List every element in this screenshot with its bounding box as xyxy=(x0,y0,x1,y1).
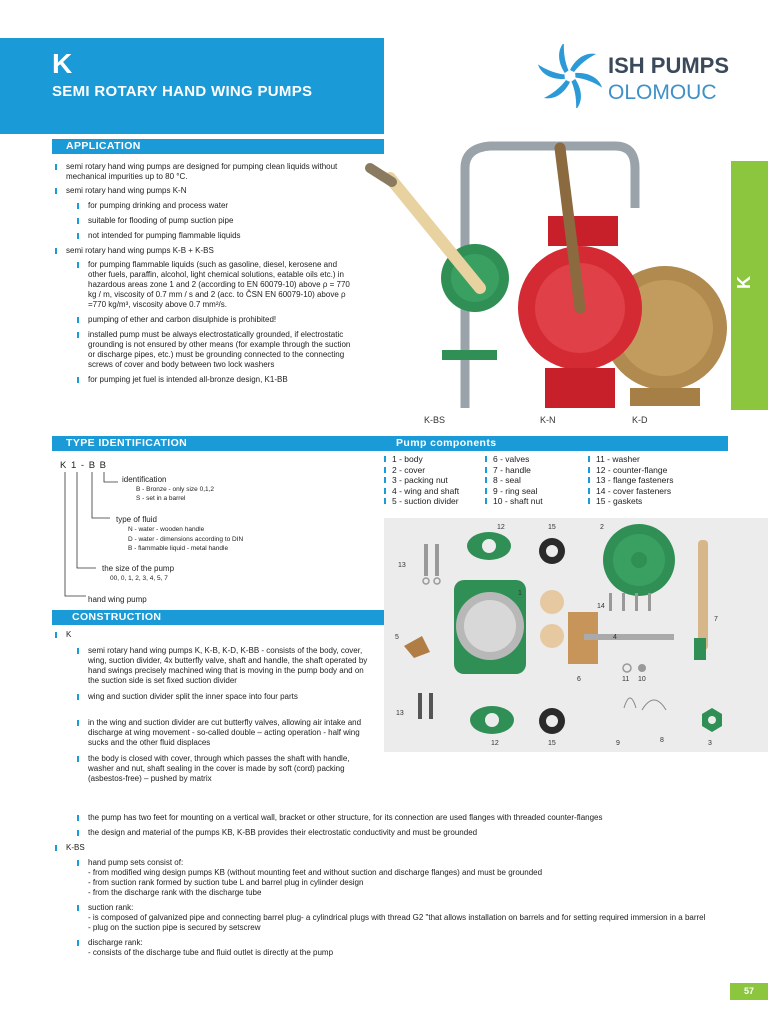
part-number: 9 xyxy=(616,740,620,747)
ish-pumps-logo-icon xyxy=(538,44,602,108)
construction-subitem: the design and material of the pumps KB, K-BB provides their electrostatic conductivity and must be grounded xyxy=(52,828,712,838)
component-item: 9 - ring seal xyxy=(485,486,585,497)
type-size-label: the size of the pump xyxy=(102,564,175,573)
application-subitem: not intended for pumping flammable liquids xyxy=(52,231,352,241)
part-number: 5 xyxy=(395,634,399,641)
part-number: 12 xyxy=(497,524,505,531)
type-code: K 1 - B B xyxy=(60,460,108,471)
construction-subitem: suction rank: - is composed of galvanized pipe and connecting barrel plug- a cylindrical plugs with thread G2 "that allows installation on barrels and for setting required immersion in a barrel - plug on the suction pipe is secured by setscrew xyxy=(52,903,712,933)
component-item: 8 - seal xyxy=(485,475,585,486)
type-size-values: 00, 0, 1, 2, 3, 4, 5, 7 xyxy=(110,575,168,582)
part-number: 13 xyxy=(398,562,406,569)
part-number: 15 xyxy=(548,740,556,747)
component-item: 4 - wing and shaft xyxy=(384,486,489,497)
part-number: 8 xyxy=(660,737,664,744)
component-item: 5 - suction divider xyxy=(384,496,489,507)
photo-label-kn: K-N xyxy=(540,415,556,425)
construction-section xyxy=(52,630,372,784)
application-heading: APPLICATION xyxy=(52,139,384,154)
type-fluid-b: B - flammable liquid - metal handle xyxy=(128,545,229,552)
application-subitem: for pumping flammable liquids (such as gasoline, diesel, kerosene and other fuels, paraffin, alcohol, light chemical solutions, eatable oils etc.) in hazardous areas zone 1 and 2 (according to EN 60079-10) above ρ = 770 kg / m, viscosity of 0.7 mm / s and 2 (acc. to ČSN EN 60079-10) above ρ =770 kg/m³, viscosity above 0.7 mm²/s. xyxy=(52,260,352,310)
application-subitem: pumping of ether and carbon disulphide is prohibited! xyxy=(52,315,352,325)
part-number: 12 xyxy=(491,740,499,747)
construction-subitem: discharge rank: - consists of the discharge tube and fluid outlet is directly at the pump xyxy=(52,938,712,958)
component-item: 3 - packing nut xyxy=(384,475,489,486)
construction-section-wide xyxy=(52,813,712,958)
application-item: semi rotary hand wing pumps K-B + K-BS xyxy=(52,246,352,256)
part-number: 11 xyxy=(622,676,630,683)
application-subitem: installed pump must be always electrostatically grounded, if electrostatic grounding is not ensured by other means (for example through the suction or discharge pipes, etc.) must be grounding connected to the connecting screws of cover and body between two lock washers xyxy=(52,330,352,370)
photo-label-kbs: K-BS xyxy=(424,415,446,425)
part-number: 10 xyxy=(638,676,646,683)
part-number: 4 xyxy=(613,634,617,641)
component-item: 10 - shaft nut xyxy=(485,496,585,507)
logo-city: OLOMOUC xyxy=(608,81,717,104)
photo-label-kd: K-D xyxy=(632,415,648,425)
construction-subitem: the pump has two feet for mounting on a vertical wall, bracket or other structure, for its connection are used flanges with threaded counter-flanges xyxy=(52,813,712,823)
part-number: 13 xyxy=(396,710,404,717)
components-col2 xyxy=(485,454,585,507)
application-subitem: for pumping drinking and process water xyxy=(52,201,352,211)
parts-photo xyxy=(384,518,728,752)
type-ident-label: identification xyxy=(122,475,167,484)
logo-name: ISH PUMPS xyxy=(608,53,730,78)
construction-subitem: in the wing and suction divider are cut butterfly valves, allowing air intake and discharge at wing movement - so-called double – acting operation - half wing sucks and the other fluid displaces xyxy=(52,718,372,748)
construction-subitem: wing and suction divider split the inner space into four parts xyxy=(52,692,372,702)
component-item: 14 - cover fasteners xyxy=(588,486,728,497)
construction-heading: CONSTRUCTION xyxy=(52,610,384,625)
part-number: 1 xyxy=(518,590,522,597)
application-section xyxy=(52,162,352,385)
construction-subitem: semi rotary hand wing pumps K, K-B, K-D, K-BB - consists of the body, cover, wing, suction divider, 4x butterfly valve, shaft and handle, the shaft operated by hand swings precisely machined wing that is moving in the pump body and on the suction side is set fixed suction divider xyxy=(52,646,372,686)
type-hand-label: hand wing pump xyxy=(88,595,147,604)
component-item: 13 - flange fasteners xyxy=(588,475,728,486)
pump-photo xyxy=(330,138,730,413)
component-item: 11 - washer xyxy=(588,454,728,465)
type-fluid-label: type of fluid xyxy=(116,515,157,524)
part-number: 6 xyxy=(577,676,581,683)
part-number: 3 xyxy=(708,740,712,747)
part-number: 15 xyxy=(548,524,556,531)
component-item: 7 - handle xyxy=(485,465,585,476)
component-item: 1 - body xyxy=(384,454,489,465)
page-number: 57 xyxy=(730,983,768,1000)
component-item: 15 - gaskets xyxy=(588,496,728,507)
type-identification-heading: TYPE IDENTIFICATION xyxy=(52,436,384,451)
construction-subitem: hand pump sets consist of: - from modified wing design pumps KB (without mounting feet and without suction and discharge flanges) and must be grounded - from suction rank formed by suction tube L and barrel plug in cylinder design - from the discharge rank with the discharge tube xyxy=(52,858,712,898)
application-item: semi rotary hand wing pumps are designed for pumping clean liquids without mechanical impurities up to 80 °C. xyxy=(52,162,352,182)
type-ident-s: S - set in a barrel xyxy=(136,495,186,502)
component-item: 2 - cover xyxy=(384,465,489,476)
construction-subitem: the body is closed with cover, through which passes the shaft with handle, washer and nut, shaft sealing in the cover is made by soft (cord) packing (asbestos-free) – pushed by matrix xyxy=(52,754,372,784)
header-letter: K xyxy=(52,48,73,79)
type-ident-b: B - Bronze - only size 0,1,2 xyxy=(136,486,215,493)
part-number: 14 xyxy=(597,603,605,610)
part-number: 7 xyxy=(714,616,718,623)
components-col3 xyxy=(588,454,728,507)
component-item: 12 - counter-flange xyxy=(588,465,728,476)
component-item: 6 - valves xyxy=(485,454,585,465)
side-tab-letter: K xyxy=(734,276,754,289)
construction-item: K-BS xyxy=(52,843,712,853)
components-col1 xyxy=(384,454,489,507)
header-title: SEMI ROTARY HAND WING PUMPS xyxy=(52,83,313,100)
application-subitem: suitable for flooding of pump suction pipe xyxy=(52,216,352,226)
construction-item: K xyxy=(52,630,372,640)
type-fluid-d: D - water - dimensions according to DIN xyxy=(128,536,244,543)
components-heading: Pump components xyxy=(384,436,728,451)
application-subitem: for pumping jet fuel is intended all-bronze design, K1-BB xyxy=(52,375,352,385)
part-number: 2 xyxy=(600,524,604,531)
type-fluid-n: N - water - wooden handle xyxy=(128,526,205,533)
application-item: semi rotary hand wing pumps K-N xyxy=(52,186,352,196)
